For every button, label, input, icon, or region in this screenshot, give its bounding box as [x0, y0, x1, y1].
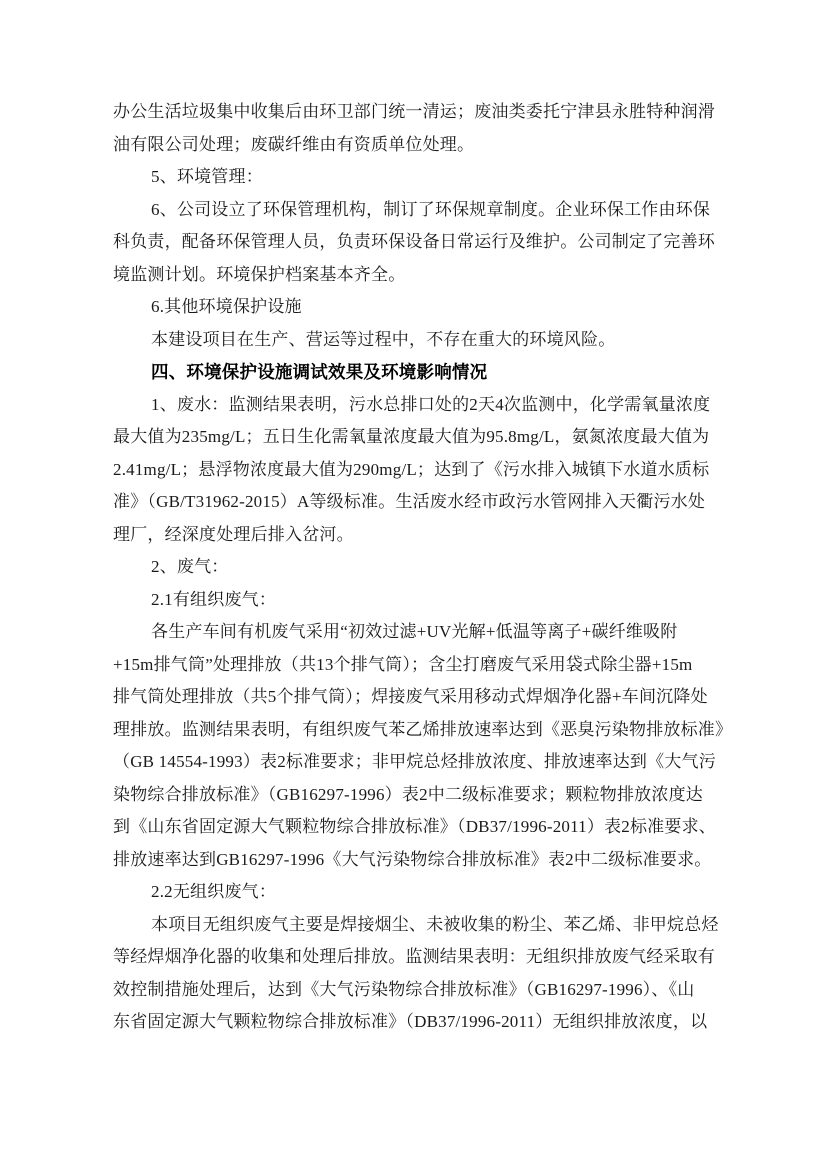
- text-line: 各生产车间有机废气采用“初效过滤+UV光解+低温等离子+碳纤维吸附: [151, 622, 678, 641]
- paragraph: [113, 909, 729, 1039]
- text-line: +15m排气筒”处理排放（共13个排气筒）；含尘打磨废气采用袋式除尘器+15m: [113, 654, 693, 674]
- text-line: 办公生活垃圾集中收集后由环卫部门统一清运；废油类委托宁津县永胜特种润滑: [113, 102, 715, 121]
- document-content: [113, 96, 733, 1039]
- section-heading: [113, 356, 729, 389]
- text-line: 2.2无组织废气：: [151, 882, 277, 901]
- text-line: 本建设项目在生产、营运等过程中，不存在重大的环境风险。: [151, 329, 616, 349]
- text-line: 6.其他环境保护设施: [151, 297, 302, 316]
- text-line: 到《山东省固定源大气颗粒物综合排放标准》（DB37/1996-2011）表2标准要求、: [113, 817, 716, 836]
- text-line: 2.41mg/L；悬浮物浓度最大值为290mg/L；达到了《污水排入城镇下水道水质标: [113, 459, 710, 479]
- text-line: 1、废水：监测结果表明，污水总排口处的2天4次监测中，化学需氧量浓度: [151, 394, 711, 414]
- paragraph: [113, 96, 729, 161]
- paragraph: [113, 291, 729, 324]
- text-line: 最大值为235mg/L；五日生化需氧量浓度最大值为95.8mg/L，氨氮浓度最大值为: [113, 427, 710, 446]
- paragraph: [113, 584, 729, 617]
- text-line: 境监测计划。环境保护档案基本齐全。: [113, 264, 406, 284]
- text-line: 2.1有组织废气：: [151, 589, 277, 609]
- paragraph: [113, 551, 729, 584]
- text-line: 理厂，经深度处理后排入岔河。: [113, 524, 354, 544]
- text-line: 效控制措施处理后，达到《大气污染物综合排放标准》（GB16297-1996）、《山: [113, 979, 695, 999]
- text-line: 5、环境管理：: [151, 167, 263, 186]
- paragraph: [113, 324, 729, 357]
- paragraph: [113, 616, 733, 876]
- text-line: （GB 14554-1993）表2标准要求；非甲烷总烃排放浓度、排放速率达到《大气污: [113, 752, 716, 771]
- text-line: 准》（GB/T31962-2015）A等级标准。生活废水经市政污水管网排入天衢污水处: [113, 492, 706, 511]
- paragraph: [113, 876, 729, 909]
- text-line: 排放速率达到GB16297-1996《大气污染物综合排放标准》表2中二级标准要求。: [113, 849, 712, 869]
- text-line: 染物综合排放标准》（GB16297-1996）表2中二级标准要求；颗粒物排放浓度达: [113, 784, 703, 804]
- paragraph: [113, 389, 729, 552]
- text-line: 排气筒处理排放（共5个排气筒）；焊接废气采用移动式焊烟净化器+车间沉降处: [113, 687, 708, 706]
- text-line: 东省固定源大气颗粒物综合排放标准》（DB37/1996-2011）无组织排放浓度，以: [113, 1012, 708, 1031]
- paragraph: [113, 194, 729, 292]
- text-line: 理排放。监测结果表明，有组织废气苯乙烯排放速率达到《恶臭污染物排放标准》: [113, 719, 733, 739]
- text-line: 6、公司设立了环保管理机构，制订了环保规章制度。企业环保工作由环保: [151, 199, 711, 219]
- text-line: 本项目无组织废气主要是焊接烟尘、未被收集的粉尘、苯乙烯、非甲烷总烃: [151, 914, 719, 934]
- text-line: 科负责，配备环保管理人员，负责环保设备日常运行及维护。公司制定了完善环: [113, 232, 715, 251]
- text-line: 四、环境保护设施调试效果及环境影响情况: [151, 362, 488, 382]
- text-line: 等经焊烟净化器的收集和处理后排放。监测结果表明：无组织排放废气经采取有: [113, 947, 715, 966]
- text-line: 2、废气：: [151, 557, 229, 576]
- paragraph: [113, 161, 729, 194]
- text-line: 油有限公司处理；废碳纤维由有资质单位处理。: [113, 134, 475, 154]
